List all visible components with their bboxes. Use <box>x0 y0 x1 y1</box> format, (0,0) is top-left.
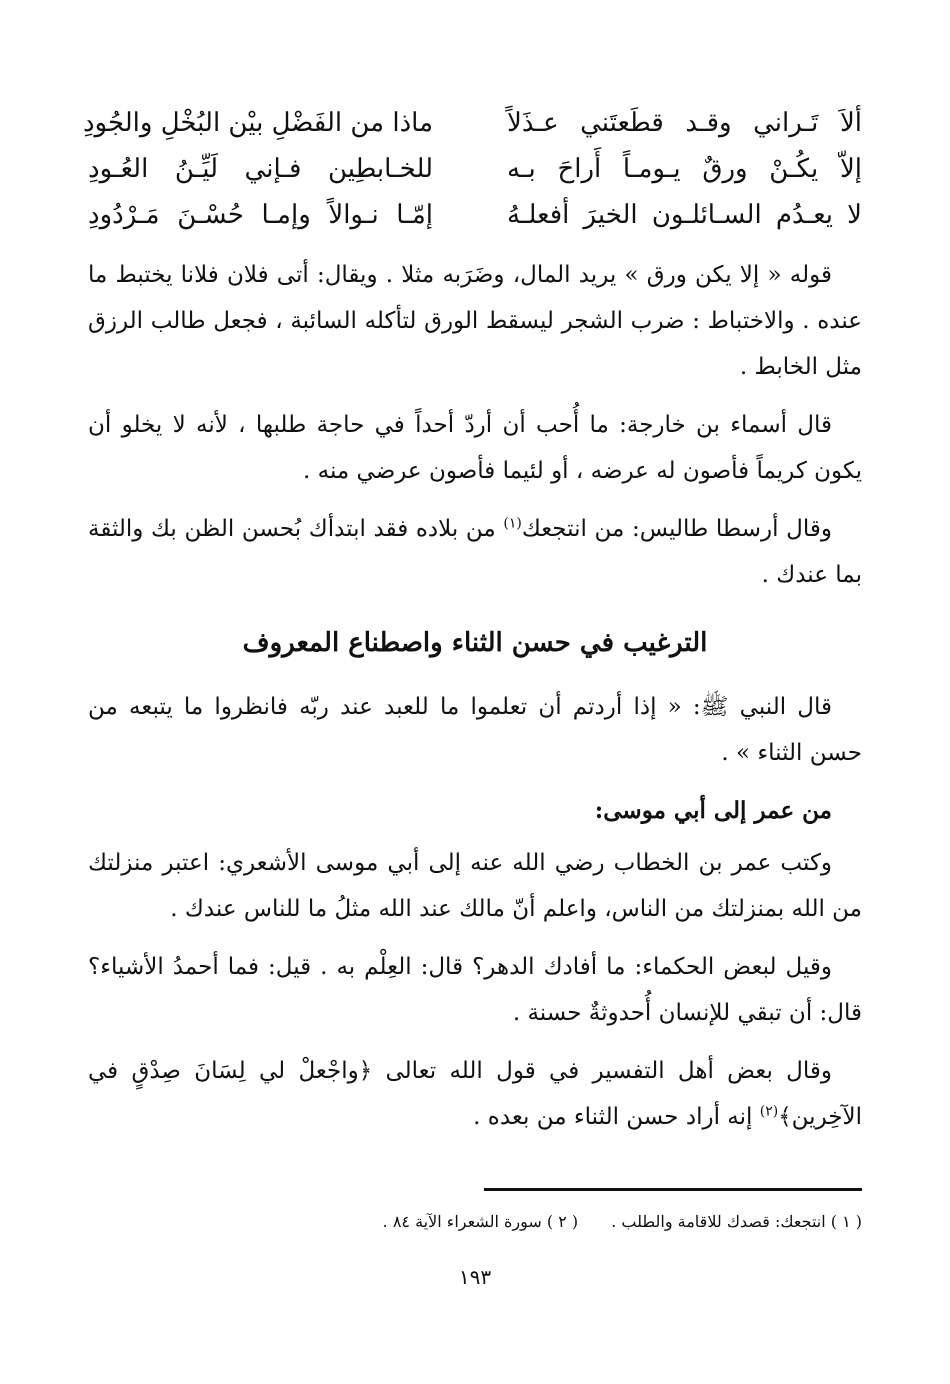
subheading: من عمر إلى أبي موسى: <box>594 797 832 824</box>
verse-line <box>88 192 862 238</box>
verse-line <box>88 146 862 192</box>
paragraph-prophet: قال النبي ﷺ: « إذا أردتم أن تعلموا ما للعبد عند ربّه فانظروا ما يتبعه من حسن الثناء » . <box>88 694 862 766</box>
aristotle-text-end: من بلاده فقد ابتدأك بُحسن الظن بك والثقة بما عندك . <box>88 516 862 588</box>
verse-second-hemistich: للخـابطِين فـإني لَيِّـنُ العُـودِ <box>88 154 433 184</box>
tafsir-text-start: وقال بعض أهل التفسير في قول الله تعالى ﴿واجْعلْ لي لِسَانَ صِدْقٍ في الآخِرين﴾ <box>88 1058 862 1130</box>
paragraph-omar: وكتب عمر بن الخطاب رضي الله عنه إلى أبي موسى الأشعري: اعتبر منزلتك من الله بمنزلتك من الناس، واعلم أنّ مالك عند الله مثلُ ما للناس عندك . <box>88 850 862 922</box>
poem <box>82 100 862 238</box>
book-page <box>82 100 862 1384</box>
paragraph-aristotle <box>88 506 862 598</box>
verse-second-hemistich: إمّـا نـوالاً وإمـا حُسْـنَ مَـرْدُودِ <box>88 200 433 230</box>
footnote-2: ( ٢ ) سورة الشعراء الآية ٨٤ . <box>382 1212 579 1231</box>
section-heading: الترغيب في حسن الثناء واصطناع المعروف <box>242 628 708 658</box>
paragraph-commentary: قوله « إلا يكن ورق » يريد المال، وضَرَبه مثلا . ويقال: أتى فلان فلانا يختبط ما عنده . والاختباط : ضرب الشجر ليسقط الورق لتأكله السائبة ، فجعل طالب الرزق مثل الخابط . <box>88 262 862 380</box>
verse-first-hemistich: ألاَ تَـراني وقـد قطَعتَني عـذَلاً <box>507 108 862 138</box>
aristotle-text-start: وقال أرسطا طاليس: من انتجعك <box>521 516 832 542</box>
footnote-ref-2[interactable]: (٢) <box>759 1103 779 1120</box>
verse-first-hemistich: إلاّ يكُـنْ ورقٌ يـومـاً أَراحَ بـه <box>507 154 862 184</box>
paragraph-wise: وقيل لبعض الحكماء: ما أفادك الدهر؟ قال: العِلْم به . قيل: فما أحمدُ الأشياء؟ قال: أن تبقي للإنسان أُحدوثةٌ حسنة . <box>88 954 862 1026</box>
paragraph-tafsir <box>88 1048 862 1140</box>
verse-line <box>82 100 862 146</box>
footnote-separator <box>484 1188 862 1191</box>
footnote-ref-1[interactable]: (١) <box>503 515 522 532</box>
paragraph-asma: قال أسماء بن خارجة: ما أُحب أن أردّ أحداً في حاجة طلبها ، لأنه لا يخلو أن يكون كريماً فأصون له عرضه ، أو لئيما فأصون عرضي منه . <box>88 412 862 484</box>
page-number: ١٩٣ <box>458 1265 492 1289</box>
footnote-1: ( ١ ) انتجعك: قصدك للاقامة والطلب . <box>611 1212 862 1231</box>
verse-second-hemistich: ماذا من الفَضْلِ بيْن البُخْلِ والجُودِ <box>82 108 433 138</box>
tafsir-text-end: إنه أراد حسن الثناء من بعده . <box>473 1104 760 1130</box>
verse-first-hemistich: لا يعـدُم السـائلـون الخيرَ أفعلـهُ <box>507 200 862 230</box>
footnotes <box>355 1208 862 1236</box>
